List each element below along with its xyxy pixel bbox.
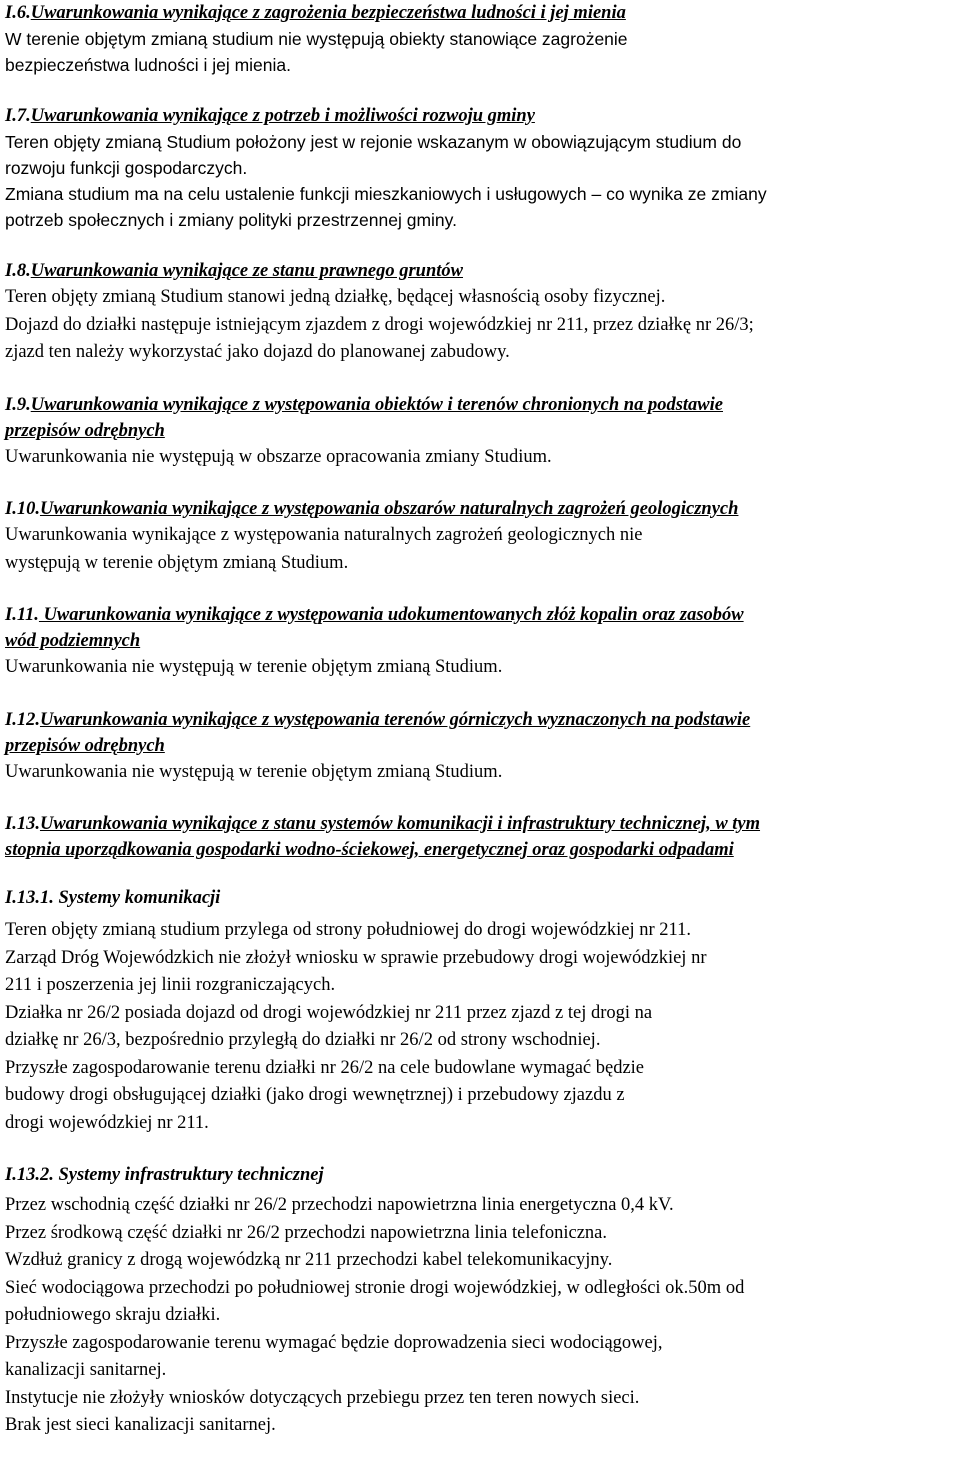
paragraph-line: południowego skraju działki.	[5, 1305, 221, 1325]
heading-i13-1: I.13.1. Systemy komunikacji	[5, 888, 221, 908]
paragraph-line: Sieć wodociągowa przechodzi po południowej stronie drogi wojewódzkiej, w odległości ok.50m od	[5, 1277, 745, 1298]
heading-i7: I.7.Uwarunkowania wynikające z potrzeb i możliwości rozwoju gminy	[5, 106, 535, 126]
paragraph-line: Wzdłuż granicy z drogą wojewódzką nr 211 przechodzi kabel telekomunikacyjny.	[5, 1250, 613, 1270]
paragraph-line: występują w terenie objętym zmianą Studium.	[5, 552, 349, 573]
heading-i13-title: Uwarunkowania wynikające z stanu systemów komunikacji i infrastruktury technicznej, w tym	[39, 814, 761, 834]
paragraph-line: Uwarunkowania nie występują w terenie objętym zmianą Studium.	[5, 657, 503, 677]
heading-i13-cont: stopnia uporządkowania gospodarki wodno-ściekowej, energetycznej oraz gospodarki odpadami	[5, 840, 734, 860]
paragraph-line: potrzeb społecznych i zmiany polityki przestrzennej gminy.	[5, 210, 457, 230]
heading-i12-title: Uwarunkowania wynikające z występowania terenów górniczych wyznaczonych na podstawie	[39, 709, 751, 730]
paragraph-line: Zmiana studium ma na celu ustalenie funkcji mieszkaniowych i usługowych – co wynika ze zmiany	[5, 184, 767, 204]
paragraph-line: Teren objęty zmianą Studium położony jest w rejonie wskazanym w obowiązującym studium do	[5, 132, 742, 152]
heading-i6: I.6.Uwarunkowania wynikające z zagrożenia bezpieczeństwa ludności i jej mienia	[5, 3, 626, 23]
paragraph-line: zjazd ten należy wykorzystać jako dojazd do planowanej zabudowy.	[5, 342, 510, 362]
heading-i13-2: I.13.2. Systemy infrastruktury technicznej	[5, 1165, 324, 1185]
heading-i11: I.11. Uwarunkowania wynikające z występowania udokumentowanych złóż kopalin oraz zasobów	[5, 605, 744, 625]
paragraph-line: Brak jest sieci kanalizacji sanitarnej.	[5, 1415, 276, 1435]
heading-i7-title: Uwarunkowania wynikające z potrzeb i możliwości rozwoju gminy	[30, 106, 535, 126]
paragraph-line: działkę nr 26/3, bezpośrednio przyległą do działki nr 26/2 od strony wschodniej.	[5, 1030, 601, 1050]
paragraph-line: rozwoju funkcji gospodarczych.	[5, 158, 248, 178]
paragraph-line: Przez środkową część działki nr 26/2 przechodzi napowietrzna linia telefoniczna.	[5, 1222, 608, 1243]
heading-i11-title: Uwarunkowania wynikające z występowania udokumentowanych złóż kopalin oraz zasobów	[38, 605, 744, 625]
paragraph-line: Instytucje nie złożyły wniosków dotyczących przebiegu przez ten teren nowych sieci.	[5, 1387, 640, 1408]
paragraph-line: Przyszłe zagospodarowanie terenu działki nr 26/2 na cele budowlane wymagać będzie	[5, 1057, 645, 1078]
heading-i8-title: Uwarunkowania wynikające ze stanu prawnego gruntów	[30, 261, 463, 281]
paragraph-line: 211 i poszerzenia jej linii rozgraniczających.	[5, 975, 336, 995]
paragraph-line: drogi wojewódzkiej nr 211.	[5, 1112, 209, 1133]
paragraph-line: kanalizacji sanitarnej.	[5, 1360, 167, 1380]
paragraph-line: W terenie objętym zmianą studium nie występują obiekty stanowiące zagrożenie	[5, 29, 628, 49]
heading-i9-title: Uwarunkowania wynikające z występowania obiektów i terenów chronionych na podstawie	[30, 394, 723, 415]
paragraph-line: Przez wschodnią część działki nr 26/2 przechodzi napowietrzna linia energetyczna 0,4 kV.	[5, 1195, 674, 1215]
paragraph-line: Uwarunkowania wynikające z występowania naturalnych zagrożeń geologicznych nie	[5, 525, 643, 545]
heading-i10: I.10.Uwarunkowania wynikające z występowania obszarów naturalnych zagrożeń geologicznych	[5, 499, 739, 519]
paragraph-line: bezpieczeństwa ludności i jej mienia.	[5, 55, 291, 75]
heading-i12: I.12.Uwarunkowania wynikające z występowania terenów górniczych wyznaczonych na podstawie	[5, 709, 751, 730]
heading-i10-title: Uwarunkowania wynikające z występowania obszarów naturalnych zagrożeń geologicznych	[39, 499, 739, 519]
document-page	[5, 0, 960, 1440]
heading-i9-cont: przepisów odrębnych	[5, 420, 165, 441]
paragraph-line: Działka nr 26/2 posiada dojazd od drogi wojewódzkiej nr 211 przez zjazd z tej drogi na	[5, 1002, 653, 1023]
paragraph-line: Przyszłe zagospodarowanie terenu wymagać będzie doprowadzenia sieci wodociągowej,	[5, 1332, 663, 1353]
heading-i13: I.13.Uwarunkowania wynikające z stanu systemów komunikacji i infrastruktury technicznej, w tym	[5, 814, 761, 834]
paragraph-line: Teren objęty zmianą Studium stanowi jedną działkę, będącej własnością osoby fizycznej.	[5, 287, 666, 307]
paragraph-line: Uwarunkowania nie występują w terenie objętym zmianą Studium.	[5, 761, 503, 782]
heading-i11-cont: wód podziemnych	[5, 631, 141, 651]
paragraph-line: Dojazd do działki następuje istniejącym zjazdem z drogi wojewódzkiej nr 211, przez działkę nr 26/3;	[5, 314, 754, 335]
paragraph-line: Zarząd Dróg Wojewódzkich nie złożył wniosku w sprawie przebudowy drogi wojewódzkiej nr	[5, 947, 707, 968]
heading-i9: I.9.Uwarunkowania wynikające z występowania obiektów i terenów chronionych na podstawie	[5, 394, 723, 415]
heading-i6-title: Uwarunkowania wynikające z zagrożenia bezpieczeństwa ludności i jej mienia	[30, 3, 626, 23]
paragraph-line: budowy drogi obsługującej działki (jako drogi wewnętrznej) i przebudowy zjazdu z	[5, 1085, 625, 1105]
heading-i12-cont: przepisów odrębnych	[5, 735, 165, 756]
paragraph-line: Teren objęty zmianą studium przylega od strony południowej do drogi wojewódzkiej nr 211.	[5, 920, 691, 940]
paragraph-line: Uwarunkowania nie występują w obszarze opracowania zmiany Studium.	[5, 446, 552, 467]
heading-i8: I.8.Uwarunkowania wynikające ze stanu prawnego gruntów	[5, 261, 463, 281]
